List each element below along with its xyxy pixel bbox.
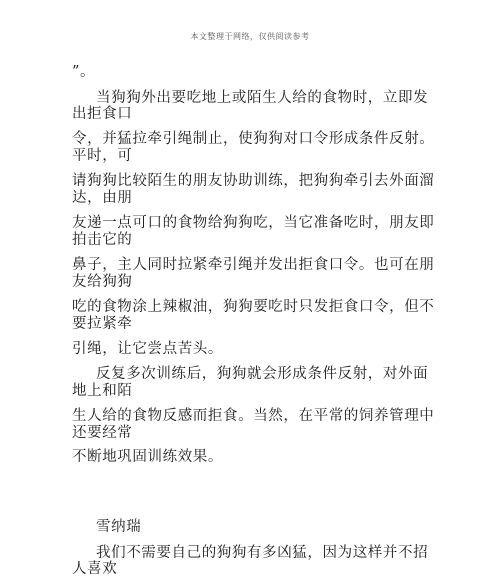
paragraph-line: 友递一点可口的食物给狗狗吃，当它准备吃时，朋友即 xyxy=(72,215,435,231)
paragraph-line: 达，由朋 xyxy=(72,190,133,206)
paragraph-line: 鼻子，主人同时拉紧牵引绳并发出拒食口令。也可在朋 xyxy=(72,257,435,273)
paragraph-line: 令，并猛拉牵引绳制止，使狗狗对口令形成条件反射。 xyxy=(72,131,435,147)
paragraph-line: 生人给的食物反感而拒食。当然，在平常的饲养管理中 xyxy=(72,408,435,424)
paragraph-line: 吃的食物涂上辣椒油，狗狗要吃时只发拒食口令，但不 xyxy=(72,299,435,315)
paragraph-line: 还要经常 xyxy=(72,425,133,441)
paragraph-line: 平时，可 xyxy=(72,148,133,164)
header-note: 本文整理于网络，仅供阅读参考 xyxy=(190,32,310,41)
paragraph-line: 我们不需要自己的狗狗有多凶猛，因为这样并不招 xyxy=(96,545,429,561)
paragraph-line: 友给狗狗 xyxy=(72,274,133,290)
paragraph-line: 反复多次训练后，狗狗就会形成条件反射，对外面 xyxy=(96,366,429,382)
paragraph-line: 当狗狗外出要吃地上或陌生人给的食物时，立即发 xyxy=(96,90,429,106)
paragraph-line: ”。 xyxy=(72,64,96,80)
paragraph-line: 地上和陌 xyxy=(72,383,133,399)
paragraph-line: 请狗狗比较陌生的朋友协助训练，把狗狗牵引去外面溜 xyxy=(72,173,435,189)
section-heading: 雪纳瑞 xyxy=(96,519,142,535)
paragraph-line: 引绳，让它尝点苦头。 xyxy=(72,341,223,357)
paragraph-line: 拍击它的 xyxy=(72,232,133,248)
paragraph-line: 不断地巩固训练效果。 xyxy=(72,449,223,465)
paragraph-line: 要拉紧牵 xyxy=(72,316,133,332)
paragraph-line: 人喜欢 xyxy=(72,561,118,577)
paragraph-line: 出拒食口 xyxy=(72,106,133,122)
